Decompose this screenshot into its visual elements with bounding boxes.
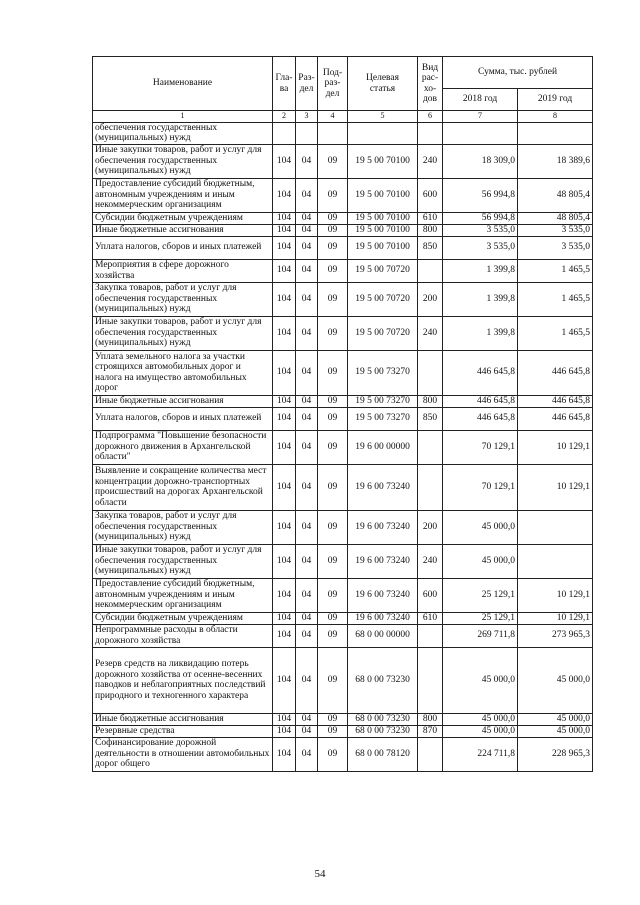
row-celevaya: 19 6 00 73240 xyxy=(348,464,418,510)
row-name: Резерв средств на ликвидацию потерь дорожного хозяйства от осенне-весенних паводков и неблагоприятных последствий природного и техногенного характера xyxy=(93,647,273,713)
table-header xyxy=(93,57,593,123)
row-vid xyxy=(418,259,443,282)
row-celevaya: 68 0 00 73230 xyxy=(348,725,418,737)
row-name: Уплата земельного налога за участки строящихся автомобильных дорог и налога на имущество автомобильных дорог xyxy=(93,350,273,395)
row-podrazdel: 09 xyxy=(318,737,348,771)
row-sum-2019 xyxy=(518,544,593,578)
row-sum-2019: 10 129,1 xyxy=(518,612,593,624)
row-podrazdel: 09 xyxy=(318,282,348,316)
row-sum-2019: 446 645,8 xyxy=(518,407,593,430)
row-sum-2019: 45 000,0 xyxy=(518,713,593,725)
row-podrazdel: 09 xyxy=(318,224,348,236)
page-number: 54 xyxy=(314,868,326,880)
row-razdel: 04 xyxy=(296,624,318,647)
row-glava: 104 xyxy=(273,224,296,236)
row-name: Иные бюджетные ассигнования xyxy=(93,395,273,407)
row-name: Иные закупки товаров, работ и услуг для обеспечения государственных (муниципальных) нужд xyxy=(93,316,273,350)
table-row xyxy=(93,713,593,725)
row-razdel: 04 xyxy=(296,259,318,282)
row-sum-2019: 45 000,0 xyxy=(518,725,593,737)
row-sum-2019: 18 389,6 xyxy=(518,144,593,178)
row-vid: 850 xyxy=(418,236,443,259)
header-celevaya-label: Целевая статья xyxy=(366,73,399,94)
row-name: Уплата налогов, сборов и иных платежей xyxy=(93,407,273,430)
row-sum-2018 xyxy=(443,122,518,144)
row-podrazdel: 09 xyxy=(318,144,348,178)
row-sum-2018: 45 000,0 xyxy=(443,647,518,713)
budget-table xyxy=(92,56,593,772)
table-row xyxy=(93,737,593,771)
row-podrazdel: 09 xyxy=(318,624,348,647)
table-row xyxy=(93,350,593,395)
table-row xyxy=(93,578,593,612)
row-sum-2018: 45 000,0 xyxy=(443,510,518,544)
table-row xyxy=(93,144,593,178)
row-name: Субсидии бюджетным учреждениям xyxy=(93,212,273,224)
row-sum-2019: 48 805,4 xyxy=(518,212,593,224)
row-razdel: 04 xyxy=(296,350,318,395)
row-sum-2018: 446 645,8 xyxy=(443,407,518,430)
row-sum-2018: 1 399,8 xyxy=(443,316,518,350)
row-sum-2018: 3 535,0 xyxy=(443,224,518,236)
row-celevaya: 19 5 00 73270 xyxy=(348,395,418,407)
row-sum-2018: 25 129,1 xyxy=(443,578,518,612)
header-podrazdel xyxy=(318,57,348,111)
row-podrazdel: 09 xyxy=(318,212,348,224)
row-glava: 104 xyxy=(273,713,296,725)
header-name: Наименование xyxy=(93,57,273,111)
table-row xyxy=(93,236,593,259)
table-row xyxy=(93,395,593,407)
row-sum-2019: 446 645,8 xyxy=(518,395,593,407)
row-vid: 800 xyxy=(418,395,443,407)
row-razdel xyxy=(296,122,318,144)
table-row xyxy=(93,510,593,544)
row-name: Субсидии бюджетным учреждениям xyxy=(93,612,273,624)
row-sum-2019 xyxy=(518,510,593,544)
row-sum-2018: 446 645,8 xyxy=(443,350,518,395)
row-razdel: 04 xyxy=(296,725,318,737)
row-vid: 200 xyxy=(418,510,443,544)
row-celevaya: 19 6 00 73240 xyxy=(348,612,418,624)
row-razdel: 04 xyxy=(296,510,318,544)
table-row xyxy=(93,122,593,144)
table-row xyxy=(93,725,593,737)
row-podrazdel xyxy=(318,122,348,144)
row-sum-2018: 269 711,8 xyxy=(443,624,518,647)
row-razdel: 04 xyxy=(296,737,318,771)
header-podrazdel-label: Под- раз- дел xyxy=(322,67,343,99)
row-vid xyxy=(418,647,443,713)
row-sum-2018: 18 309,0 xyxy=(443,144,518,178)
row-name: Иные закупки товаров, работ и услуг для обеспечения государственных (муниципальных) нужд xyxy=(93,144,273,178)
row-celevaya: 68 0 00 78120 xyxy=(348,737,418,771)
column-number: 2 xyxy=(273,111,296,123)
row-razdel: 04 xyxy=(296,713,318,725)
table-row xyxy=(93,282,593,316)
column-number: 5 xyxy=(348,111,418,123)
table-row xyxy=(93,212,593,224)
row-glava: 104 xyxy=(273,316,296,350)
row-podrazdel: 09 xyxy=(318,612,348,624)
row-razdel: 04 xyxy=(296,316,318,350)
header-razdel-label: Раз- дел xyxy=(298,73,315,94)
row-vid: 600 xyxy=(418,178,443,212)
row-vid: 240 xyxy=(418,144,443,178)
row-podrazdel: 09 xyxy=(318,464,348,510)
row-name: Иные закупки товаров, работ и услуг для обеспечения государственных (муниципальных) нужд xyxy=(93,544,273,578)
row-sum-2019: 45 000,0 xyxy=(518,647,593,713)
row-name: Закупка товаров, работ и услуг для обеспечения государственных (муниципальных) нужд xyxy=(93,282,273,316)
row-celevaya: 19 5 00 70100 xyxy=(348,212,418,224)
row-name: Софинансирование дорожной деятельности в отношении автомобильных дорог общего xyxy=(93,737,273,771)
row-glava: 104 xyxy=(273,510,296,544)
row-name: Закупка товаров, работ и услуг для обеспечения государственных (муниципальных) нужд xyxy=(93,510,273,544)
header-2018: 2018 год xyxy=(443,89,518,111)
row-sum-2018: 3 535,0 xyxy=(443,236,518,259)
row-glava: 104 xyxy=(273,178,296,212)
row-sum-2019: 446 645,8 xyxy=(518,350,593,395)
row-podrazdel: 09 xyxy=(318,316,348,350)
row-sum-2019: 3 535,0 xyxy=(518,236,593,259)
row-sum-2018: 45 000,0 xyxy=(443,544,518,578)
column-number: 4 xyxy=(318,111,348,123)
row-celevaya: 19 6 00 73240 xyxy=(348,544,418,578)
row-podrazdel: 09 xyxy=(318,430,348,464)
table-row xyxy=(93,624,593,647)
row-vid: 610 xyxy=(418,612,443,624)
row-glava: 104 xyxy=(273,624,296,647)
row-vid: 200 xyxy=(418,282,443,316)
row-glava: 104 xyxy=(273,350,296,395)
row-name: Резервные средства xyxy=(93,725,273,737)
row-glava: 104 xyxy=(273,144,296,178)
row-glava: 104 xyxy=(273,737,296,771)
row-sum-2019: 3 535,0 xyxy=(518,224,593,236)
row-sum-2018: 70 129,1 xyxy=(443,464,518,510)
row-name: Непрограммные расходы в области дорожного хозяйства xyxy=(93,624,273,647)
row-vid xyxy=(418,624,443,647)
row-sum-2018: 56 994,8 xyxy=(443,212,518,224)
row-glava: 104 xyxy=(273,464,296,510)
row-vid: 240 xyxy=(418,544,443,578)
row-glava xyxy=(273,122,296,144)
row-podrazdel: 09 xyxy=(318,510,348,544)
row-sum-2019: 1 465,5 xyxy=(518,259,593,282)
row-celevaya: 19 5 00 73270 xyxy=(348,407,418,430)
row-sum-2019: 273 965,3 xyxy=(518,624,593,647)
row-glava: 104 xyxy=(273,725,296,737)
row-razdel: 04 xyxy=(296,430,318,464)
row-podrazdel: 09 xyxy=(318,725,348,737)
row-podrazdel: 09 xyxy=(318,407,348,430)
table-row xyxy=(93,430,593,464)
table-row xyxy=(93,647,593,713)
row-vid xyxy=(418,122,443,144)
row-podrazdel: 09 xyxy=(318,350,348,395)
row-vid xyxy=(418,430,443,464)
row-glava: 104 xyxy=(273,647,296,713)
row-celevaya: 68 0 00 73230 xyxy=(348,647,418,713)
row-celevaya: 19 6 00 00000 xyxy=(348,430,418,464)
header-razdel xyxy=(296,57,318,111)
table-body xyxy=(93,122,593,771)
row-razdel: 04 xyxy=(296,407,318,430)
row-sum-2018: 25 129,1 xyxy=(443,612,518,624)
row-razdel: 04 xyxy=(296,612,318,624)
row-glava: 104 xyxy=(273,212,296,224)
row-vid xyxy=(418,737,443,771)
row-name: Подпрограмма "Повышение безопасности дорожного движения в Архангельской области" xyxy=(93,430,273,464)
table-row xyxy=(93,612,593,624)
row-name: Выявление и сокращение количества мест концентрации дорожно-транспортных происшествий на дорогах Архангельской области xyxy=(93,464,273,510)
header-vid xyxy=(418,57,443,111)
row-sum-2018: 1 399,8 xyxy=(443,282,518,316)
row-sum-2018: 1 399,8 xyxy=(443,259,518,282)
row-razdel: 04 xyxy=(296,395,318,407)
table-row xyxy=(93,316,593,350)
row-celevaya xyxy=(348,122,418,144)
row-celevaya: 19 5 00 70720 xyxy=(348,316,418,350)
row-sum-2018: 446 645,8 xyxy=(443,395,518,407)
table-row xyxy=(93,259,593,282)
row-glava: 104 xyxy=(273,236,296,259)
row-podrazdel: 09 xyxy=(318,395,348,407)
row-sum-2018: 45 000,0 xyxy=(443,725,518,737)
row-glava: 104 xyxy=(273,282,296,316)
table-row xyxy=(93,407,593,430)
row-celevaya: 68 0 00 73230 xyxy=(348,713,418,725)
row-sum-2019 xyxy=(518,122,593,144)
row-sum-2018: 45 000,0 xyxy=(443,713,518,725)
header-2019: 2019 год xyxy=(518,89,593,111)
row-name: обеспечения государственных (муниципальных) нужд xyxy=(93,122,273,144)
header-vid-label: Вид рас- хо- дов xyxy=(421,62,439,104)
row-glava: 104 xyxy=(273,578,296,612)
row-glava: 104 xyxy=(273,612,296,624)
row-celevaya: 19 5 00 70720 xyxy=(348,259,418,282)
row-celevaya: 19 5 00 70100 xyxy=(348,236,418,259)
row-razdel: 04 xyxy=(296,224,318,236)
row-vid: 870 xyxy=(418,725,443,737)
row-podrazdel: 09 xyxy=(318,578,348,612)
row-celevaya: 19 6 00 73240 xyxy=(348,510,418,544)
row-razdel: 04 xyxy=(296,544,318,578)
row-glava: 104 xyxy=(273,430,296,464)
row-podrazdel: 09 xyxy=(318,259,348,282)
row-sum-2019: 10 129,1 xyxy=(518,430,593,464)
row-celevaya: 68 0 00 00000 xyxy=(348,624,418,647)
row-razdel: 04 xyxy=(296,282,318,316)
row-name: Иные бюджетные ассигнования xyxy=(93,224,273,236)
row-podrazdel: 09 xyxy=(318,544,348,578)
row-sum-2019: 228 965,3 xyxy=(518,737,593,771)
column-number: 3 xyxy=(296,111,318,123)
column-number-row xyxy=(93,111,593,123)
column-number: 8 xyxy=(518,111,593,123)
row-vid: 600 xyxy=(418,578,443,612)
row-celevaya: 19 5 00 70720 xyxy=(348,282,418,316)
header-glava xyxy=(273,57,296,111)
row-vid: 850 xyxy=(418,407,443,430)
row-razdel: 04 xyxy=(296,578,318,612)
row-vid: 800 xyxy=(418,713,443,725)
row-razdel: 04 xyxy=(296,236,318,259)
row-name: Предоставление субсидий бюджетным, автономным учреждениям и иным некоммерческим организациям xyxy=(93,578,273,612)
row-name: Предоставление субсидий бюджетным, автономным учреждениям и иным некоммерческим организациям xyxy=(93,178,273,212)
row-glava: 104 xyxy=(273,407,296,430)
row-sum-2019: 1 465,5 xyxy=(518,316,593,350)
table-row xyxy=(93,464,593,510)
table-row xyxy=(93,544,593,578)
row-podrazdel: 09 xyxy=(318,178,348,212)
table-row xyxy=(93,178,593,212)
row-sum-2018: 224 711,8 xyxy=(443,737,518,771)
header-glava-label: Гла- ва xyxy=(275,73,293,94)
row-sum-2019: 10 129,1 xyxy=(518,464,593,510)
table-row xyxy=(93,224,593,236)
row-celevaya: 19 5 00 70100 xyxy=(348,178,418,212)
row-sum-2019: 10 129,1 xyxy=(518,578,593,612)
row-glava: 104 xyxy=(273,395,296,407)
row-razdel: 04 xyxy=(296,178,318,212)
row-glava: 104 xyxy=(273,544,296,578)
row-celevaya: 19 5 00 73270 xyxy=(348,350,418,395)
header-celevaya xyxy=(348,57,418,111)
row-podrazdel: 09 xyxy=(318,647,348,713)
column-number: 6 xyxy=(418,111,443,123)
row-podrazdel: 09 xyxy=(318,713,348,725)
row-razdel: 04 xyxy=(296,144,318,178)
row-celevaya: 19 5 00 70100 xyxy=(348,144,418,178)
row-glava: 104 xyxy=(273,259,296,282)
header-summa: Сумма, тыс. рублей xyxy=(443,57,593,89)
row-vid xyxy=(418,350,443,395)
row-name: Уплата налогов, сборов и иных платежей xyxy=(93,236,273,259)
row-vid xyxy=(418,464,443,510)
row-vid: 610 xyxy=(418,212,443,224)
row-celevaya: 19 5 00 70100 xyxy=(348,224,418,236)
row-sum-2018: 70 129,1 xyxy=(443,430,518,464)
row-razdel: 04 xyxy=(296,212,318,224)
row-sum-2018: 56 994,8 xyxy=(443,178,518,212)
row-vid: 800 xyxy=(418,224,443,236)
row-celevaya: 19 6 00 73240 xyxy=(348,578,418,612)
row-podrazdel: 09 xyxy=(318,236,348,259)
row-vid: 240 xyxy=(418,316,443,350)
row-razdel: 04 xyxy=(296,647,318,713)
row-sum-2019: 48 805,4 xyxy=(518,178,593,212)
row-sum-2019: 1 465,5 xyxy=(518,282,593,316)
row-razdel: 04 xyxy=(296,464,318,510)
row-name: Иные бюджетные ассигнования xyxy=(93,713,273,725)
column-number: 7 xyxy=(443,111,518,123)
column-number: 1 xyxy=(93,111,273,123)
row-name: Мероприятия в сфере дорожного хозяйства xyxy=(93,259,273,282)
